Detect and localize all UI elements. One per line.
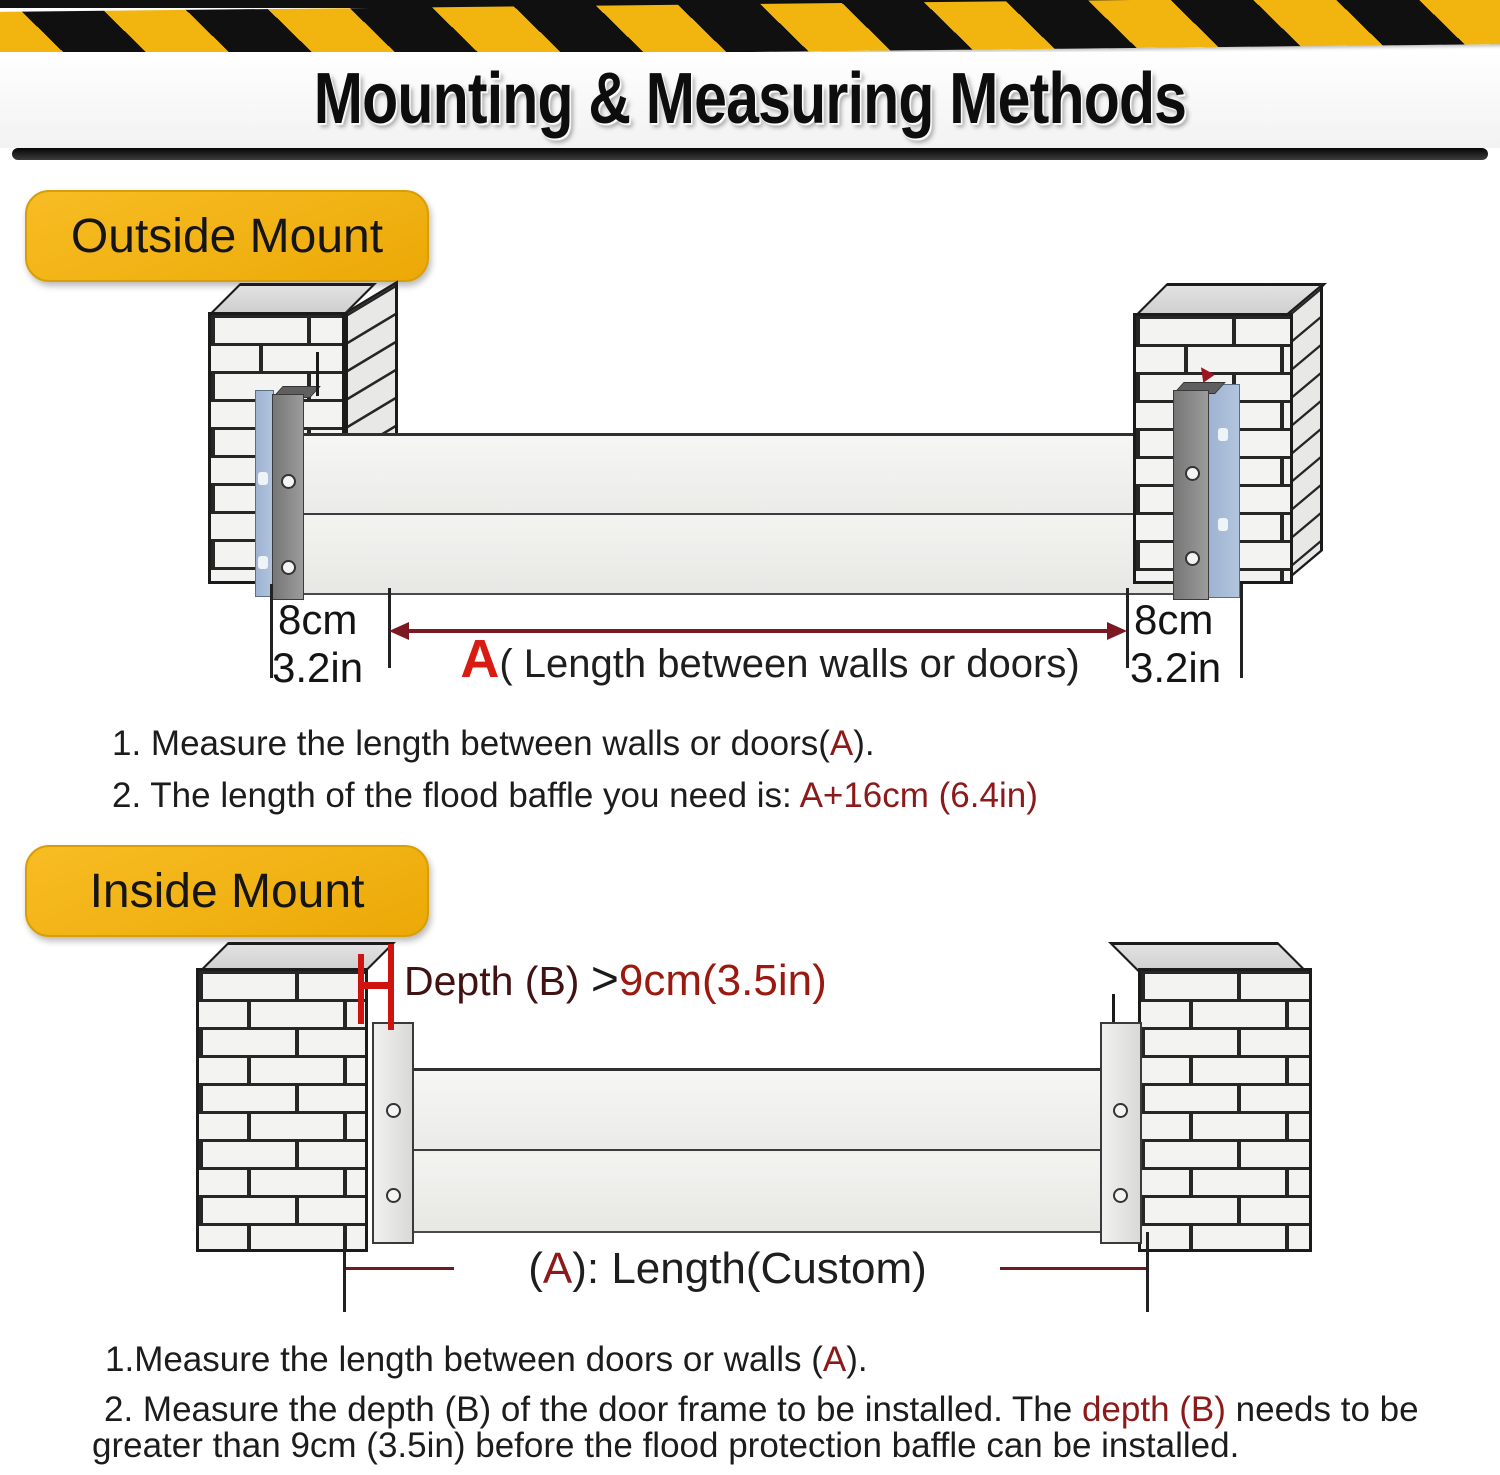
- outside-left-screw-2: [281, 560, 296, 575]
- inside-left-pillar-front: [196, 968, 368, 1252]
- inside-step-1: [105, 1340, 868, 1380]
- inside-dim-tick-left: [343, 1232, 346, 1312]
- outside-step-1-text: 1. Measure the length between walls or doors(: [112, 724, 830, 763]
- outside-dim-left-cm: 8cm: [278, 596, 358, 643]
- inside-step-1-suffix: ).: [846, 1340, 868, 1379]
- depth-marker-left-bar: [358, 954, 364, 1024]
- outside-right-seal-strip: [1207, 384, 1240, 598]
- inside-dim-A: A: [542, 1244, 573, 1293]
- inside-dim-text: ): Length(Custom): [572, 1244, 927, 1293]
- outside-left-pin: [316, 352, 319, 396]
- depth-label-value: 9cm(3.5in): [618, 956, 827, 1005]
- inside-step-2-text: 2. Measure the depth (B) of the door frame to be installed. The: [104, 1390, 1082, 1429]
- inside-flood-barrier: [408, 1068, 1106, 1233]
- inside-right-channel: [1100, 1022, 1142, 1244]
- inside-dim-open-paren: (: [528, 1244, 543, 1293]
- outside-dim-left-in: 3.2in: [272, 644, 364, 691]
- outside-step-1-accent: A: [829, 724, 854, 763]
- inside-dim-caption: [460, 1244, 995, 1294]
- inside-step-1-accent: A: [822, 1340, 847, 1379]
- hazard-stripe-tape: [0, 0, 1500, 60]
- inside-mount-badge-label: Inside Mount: [89, 864, 365, 918]
- outside-dim-caption-text: ( Length between walls or doors): [499, 642, 1080, 686]
- inside-step-1-text: 1.Measure the length between doors or walls (: [105, 1340, 823, 1379]
- inside-left-screw-1: [386, 1103, 401, 1118]
- outside-step-2-text: 2. The length of the flood baffle you need is:: [112, 776, 800, 815]
- outside-right-bracket: [1173, 390, 1209, 600]
- inside-mount-badge: [25, 845, 429, 937]
- depth-label-prefix: Depth (B): [404, 958, 591, 1004]
- inside-dim-tick-right: [1146, 1232, 1149, 1312]
- depth-label: [404, 952, 827, 1007]
- inside-right-pin: [1112, 994, 1115, 1022]
- outside-dim-caption: [420, 628, 1120, 690]
- outside-dim-arrowhead-left: [389, 622, 409, 640]
- inside-left-screw-2: [386, 1188, 401, 1203]
- outside-left-seal-dot-2: [258, 556, 268, 569]
- outside-right-seal-dot-2: [1218, 518, 1228, 531]
- inside-dim-line-right: [1000, 1267, 1146, 1270]
- outside-mount-badge-label: Outside Mount: [70, 209, 384, 263]
- inside-step-2-suffix: needs to be greater than 9cm (3.5in) before the flood protection baffle can be installed.: [92, 1390, 1419, 1465]
- outside-dim-right-cm: 8cm: [1134, 596, 1214, 643]
- outside-step-1-suffix: ).: [853, 724, 875, 763]
- outside-dim-tick-4: [1240, 584, 1243, 678]
- page-title: Mounting & Measuring Methods: [313, 59, 1187, 139]
- outside-step-2: [112, 776, 1038, 816]
- outside-step-2-accent: A+16cm (6.4in): [799, 776, 1038, 815]
- outside-mount-badge: [25, 190, 429, 282]
- outside-flood-barrier: [302, 433, 1175, 595]
- inside-right-pillar-front: [1138, 968, 1312, 1252]
- greater-than-sign: >: [590, 953, 619, 1006]
- inside-left-channel: [372, 1022, 414, 1244]
- title-underline-bar: [12, 148, 1488, 160]
- inside-dim-line-left: [346, 1267, 454, 1270]
- inside-right-screw-2: [1113, 1188, 1128, 1203]
- inside-step-2-accent: depth (B): [1081, 1390, 1226, 1429]
- outside-left-screw-1: [281, 474, 296, 489]
- outside-right-screw-2: [1185, 551, 1200, 566]
- outside-barrier-seam: [304, 513, 1173, 515]
- outside-left-seal-dot-1: [258, 472, 268, 485]
- outside-step-1: [112, 724, 875, 764]
- inside-step-2: [92, 1392, 1482, 1464]
- depth-marker-crossbar: [358, 982, 394, 989]
- outside-right-screw-1: [1185, 466, 1200, 481]
- outside-right-seal-dot-1: [1218, 428, 1228, 441]
- inside-right-screw-1: [1113, 1103, 1128, 1118]
- outside-dim-caption-A: A: [460, 629, 500, 689]
- inside-barrier-seam: [410, 1149, 1104, 1151]
- outside-dim-right-in: 3.2in: [1130, 644, 1222, 691]
